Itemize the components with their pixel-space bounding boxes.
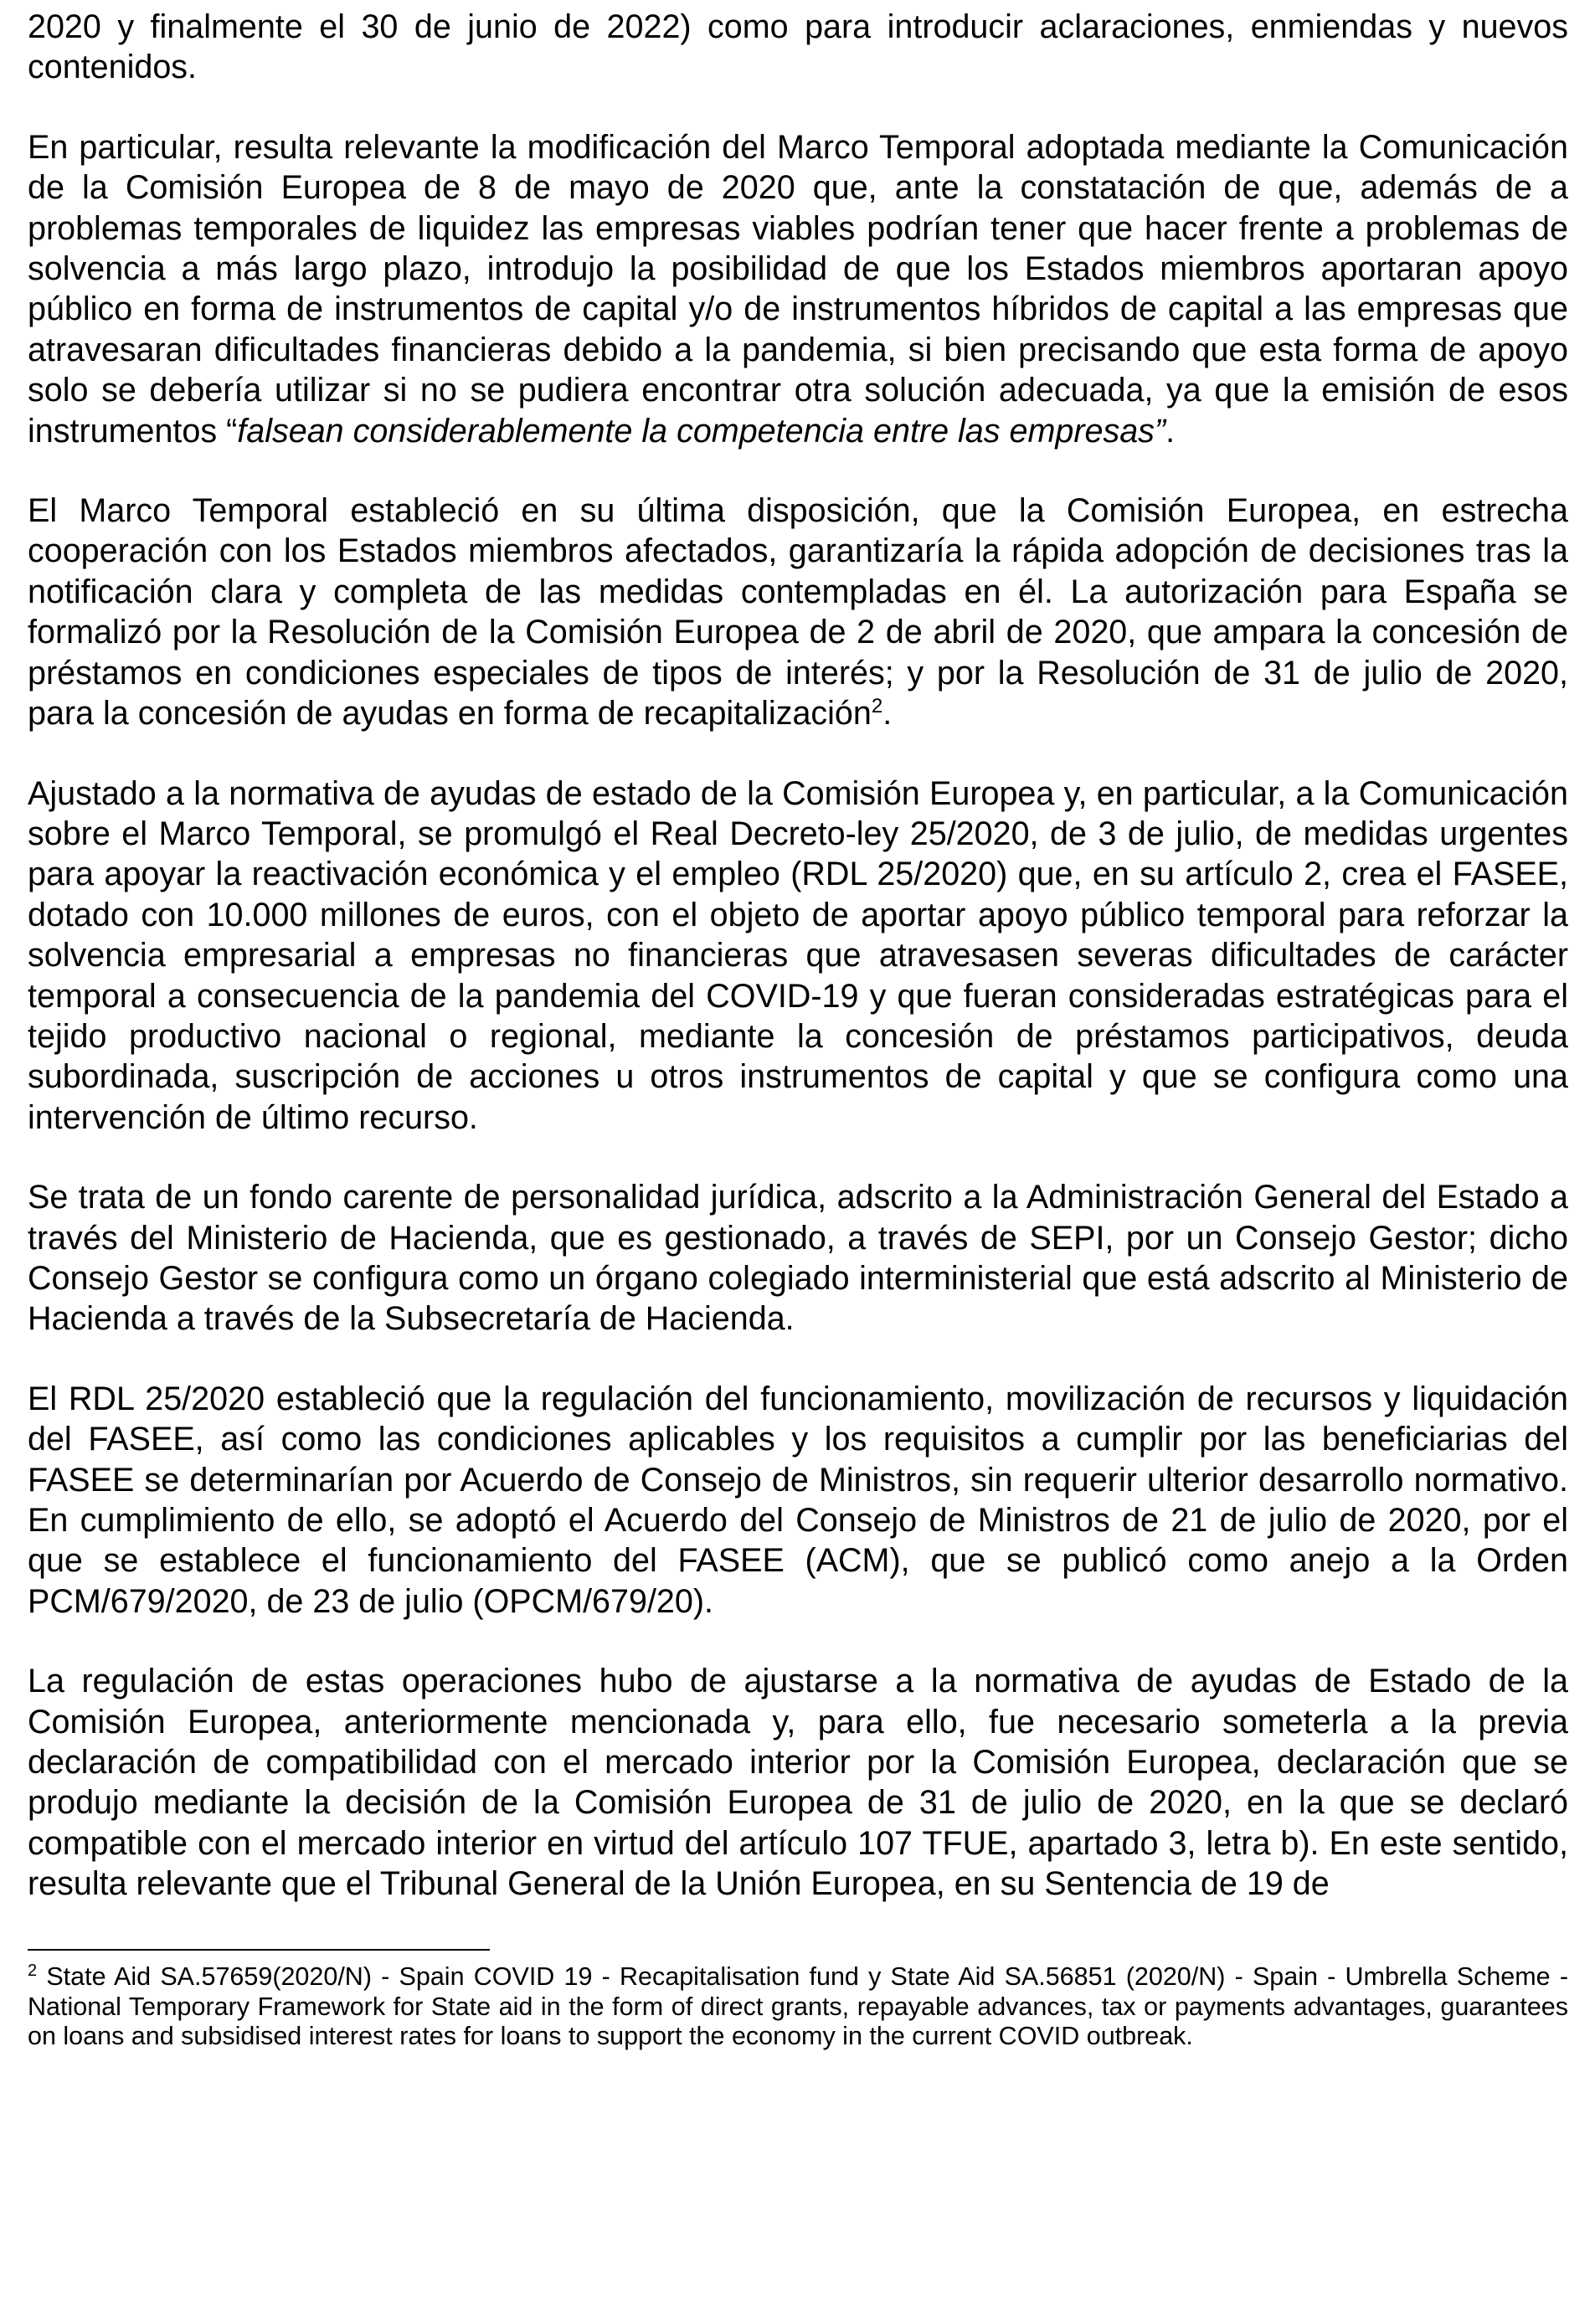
paragraph-continuation: 2020 y finalmente el 30 de junio de 2022) como para introducir aclaraciones, enmiendas y nuevos contenidos. <box>28 8 1568 86</box>
paragraph-rdl-fasee: Ajustado a la normativa de ayudas de estado de la Comisión Europea y, en particular, a la Comunicación sobre el Marco Temporal, se promulgó el Real Decreto-ley 25/2020, de 3 de julio, de medidas urgentes para apoyar la reactivación económica y el empleo (RDL 25/2020) que, en su artículo 2, crea el FASEE, dotado con 10.000 millones de euros, con el objeto de aportar apoyo público temporal para reforzar la solvencia empresarial a empresas no financieras que atravesasen severas dificultades de carácter temporal a consecuencia de la pandemia del COVID-19 y que fueran consideradas estratégicas para el tejido productivo nacional o regional, mediante la concesión de préstamos participativos, deuda subordinada, suscripción de acciones u otros instrumentos de capital y que se configura como una intervención de último recurso. <box>28 774 1568 1136</box>
footnote-separator <box>28 1949 490 1951</box>
paragraph-ayudas-estado: La regulación de estas operaciones hubo de ajustarse a la normativa de ayudas de Estado de la Comisión Europea, anteriormente mencionada y, para ello, fue necesario someterla a la previa declaración de compatibilidad con el mercado interior por la Comisión Europea, declaración que se produjo mediante la decisión de la Comisión Europea de 31 de julio de 2020, en la que se declaró compatible con el mercado interior en virtud del artículo 107 TFUE, apartado 3, letra b). En este sentido, resulta relevante que el Tribunal General de la Unión Europea, en su Sentencia de 19 de <box>28 1663 1568 1903</box>
paragraph-marco-temporal-modificacion: En particular, resulta relevante la modificación del Marco Temporal adoptada mediante la Comunicación de la Comisión Europea de 8 de mayo de 2020 que, ante la constatación de que, además de a problemas temporales de liquidez las empresas viables podrían tener que hacer frente a problemas de solvencia a más largo plazo, introdujo la posibilidad de que los Estados miembros aportaran apoyo público en forma de instrumentos de capital y/o de instrumentos híbridos de capital a las empresas que atravesaran dificultades financieras debido a la pandemia, si bien precisando que esta forma de apoyo solo se debería utilizar si no se pudiera encontrar otra solución adecuada, ya que la emisión de esos instrumentos “falsean considerablemente la competencia entre las empresas”. <box>28 128 1568 450</box>
paragraph-acuerdo-consejo-ministros: El RDL 25/2020 estableció que la regulación del funcionamiento, movilización de recursos y liquidación del FASEE, así como las condiciones aplicables y los requisitos a cumplir por las beneficiarias del FASEE se determinarían por Acuerdo de Consejo de Ministros, sin requerir ulterior desarrollo normativo. En cumplimiento de ello, se adoptó el Acuerdo del Consejo de Ministros de 21 de julio de 2020, por el que se establece el funcionamiento del FASEE (ACM), que se publicó como anejo a la Orden PCM/679/2020, de 23 de julio (OPCM/679/20). <box>28 1380 1568 1620</box>
footnote-reference[interactable]: 2 <box>871 694 883 717</box>
italic-quote: falsean considerablemente la competencia entre las empresas” <box>237 412 1166 450</box>
paragraph-autorizacion-espana: El Marco Temporal estableció en su última disposición, que la Comisión Europea, en estrecha cooperación con los Estados miembros afectados, garantizaría la rápida adopción de decisiones tras la notificación clara y completa de las medidas contempladas en él. La autorización para España se formalizó por la Resolución de la Comisión Europea de 2 de abril de 2020, que ampara la concesión de préstamos en condiciones especiales de tipos de interés; y por la Resolución de 31 de julio de 2020, para la concesión de ayudas en forma de recapitalización$^2$. <box>28 492 1568 733</box>
footnote <box>28 1962 1568 2052</box>
body-text <box>28 7 1568 1944</box>
footnote-text: State Aid SA.57659(2020/N) - Spain COVID 19 - Recapitalisation fund y State Aid SA.56851 (2020/N) - Spain - Umbrella Scheme - National Temporary Framework for State aid in the form of direct grants, repayable advances, tax or payments advantages, guarantees on loans and subsidised interest rates for loans to support the economy in the current COVID outbreak. <box>28 1962 1568 2051</box>
footnote-marker: 2 <box>28 1961 38 1980</box>
paragraph-fondo-consejo-gestor: Se trata de un fondo carente de personalidad jurídica, adscrito a la Administración General del Estado a través del Ministerio de Hacienda, que es gestionado, a través de SEPI, por un Consejo Gestor; dicho Consejo Gestor se configura como un órgano colegiado interministerial que está adscrito al Ministerio de Hacienda a través de la Subsecretaría de Hacienda. <box>28 1179 1568 1338</box>
